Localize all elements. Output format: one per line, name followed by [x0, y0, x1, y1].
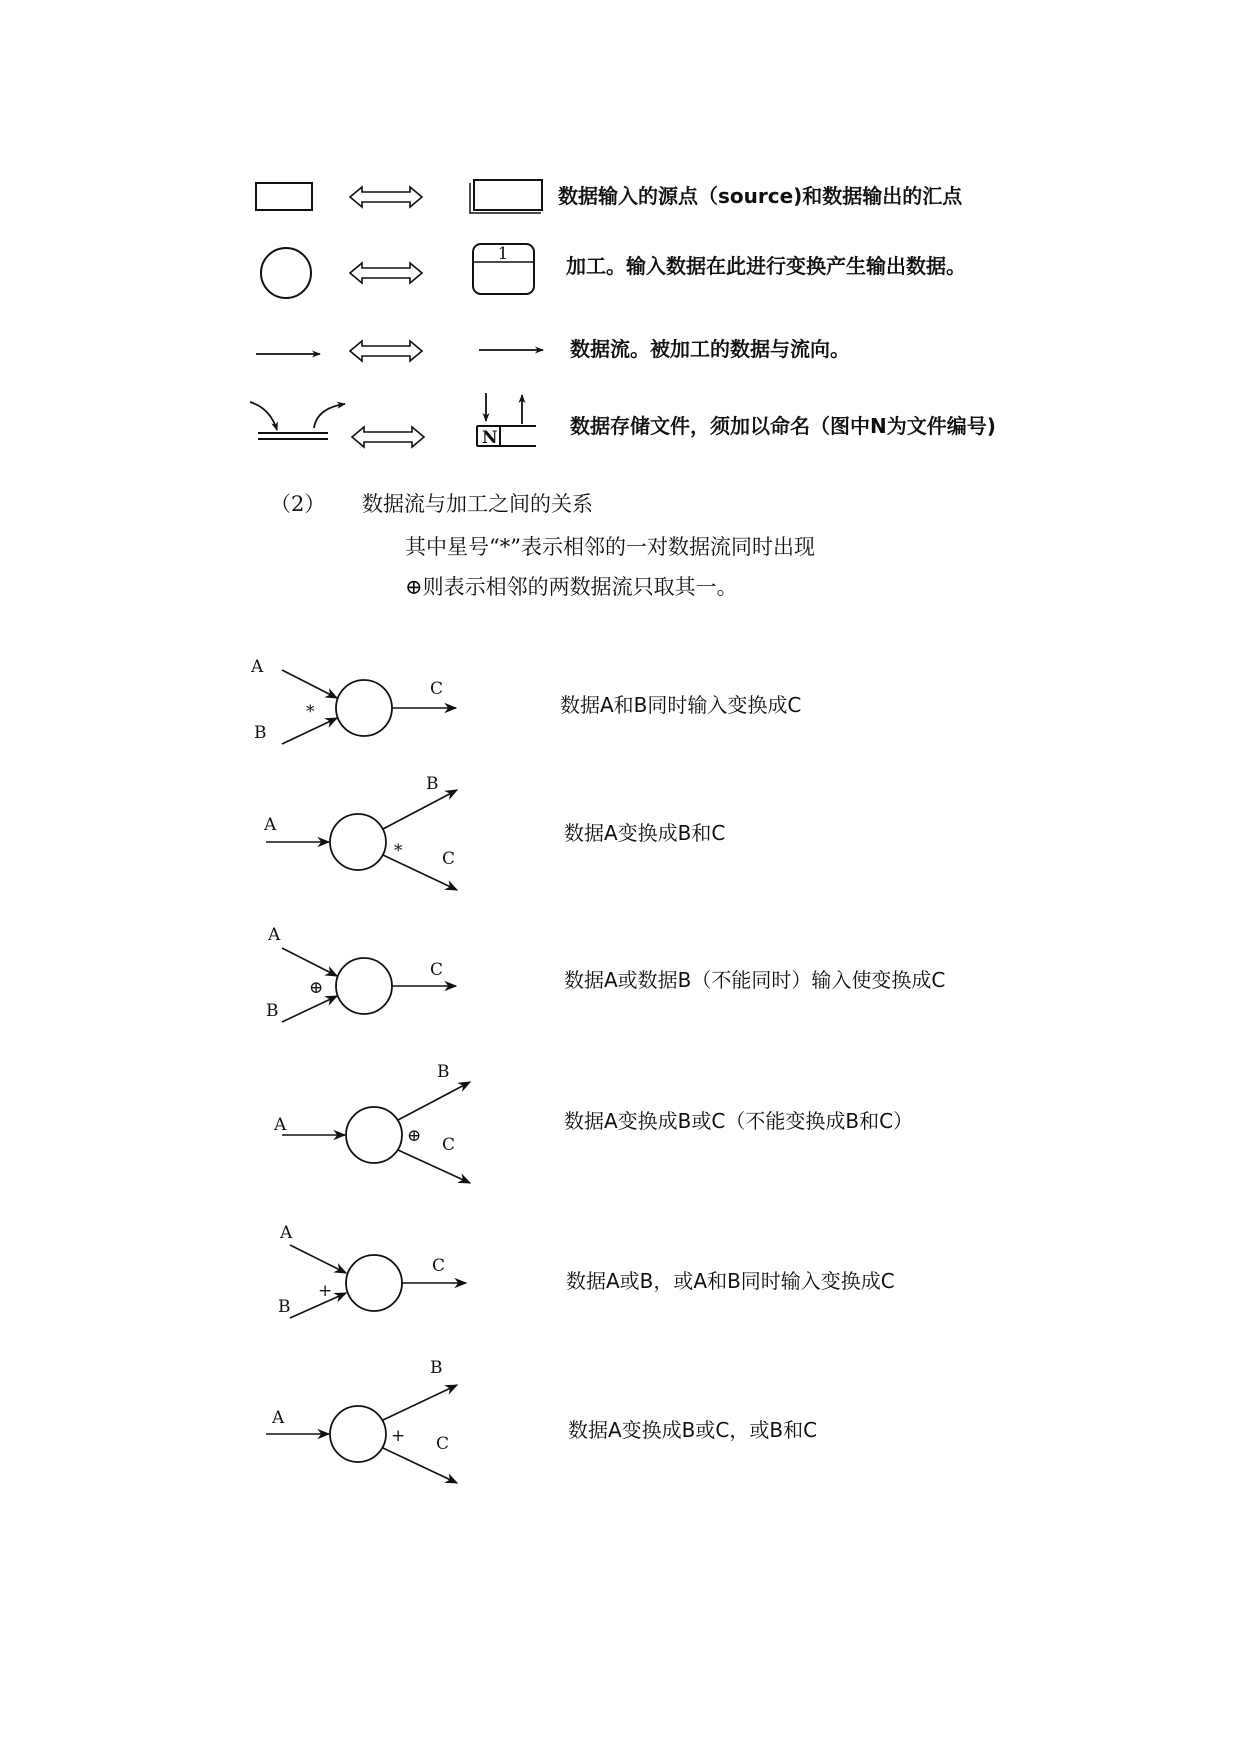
- flow-b-out: [383, 1385, 457, 1420]
- process-number: 1: [497, 244, 509, 264]
- section-line-1: 其中星号“*”表示相邻的一对数据流同时出现: [405, 535, 815, 559]
- legend-row-data-flow: [256, 337, 850, 361]
- flow-label-b: B: [254, 723, 267, 743]
- flow-b-in: [282, 996, 337, 1022]
- flow-b-out: [398, 1082, 470, 1120]
- legend-desc-process: 加工。输入数据在此进行变换产生输出数据。: [566, 254, 966, 278]
- legend-row-data-store: [250, 393, 996, 448]
- flow-label-c: C: [436, 1434, 450, 1454]
- section-number: （2）: [270, 492, 326, 516]
- relation-diagram-6: [266, 1358, 817, 1483]
- relation-description: 数据A变换成B和C: [564, 821, 726, 845]
- relation-symbol: ⊕: [407, 1126, 422, 1146]
- flow-label-c: C: [442, 849, 456, 869]
- process-rounded-box-symbol: [473, 244, 534, 294]
- equivalence-double-arrow: [352, 427, 424, 447]
- flow-b-out: [383, 790, 457, 829]
- relation-symbol: +: [318, 1281, 333, 1301]
- equivalence-double-arrow: [350, 263, 422, 283]
- relation-description: 数据A变换成B或C（不能变换成B和C）: [564, 1109, 914, 1133]
- flow-c-out: [398, 1150, 470, 1183]
- flow-label-a: A: [280, 1223, 293, 1243]
- flow-label-b: B: [426, 774, 439, 794]
- flow-label-b: B: [266, 1001, 279, 1021]
- source-sink-symbol-gane-sarson: [256, 183, 312, 210]
- flow-label-b: B: [278, 1297, 291, 1317]
- legend-desc-data-flow: 数据流。被加工的数据与流向。: [570, 337, 850, 361]
- flow-a-in: [282, 670, 337, 698]
- flow-label-b: B: [430, 1358, 443, 1378]
- flow-label-a: A: [272, 1408, 285, 1428]
- flow-label-c: C: [430, 679, 444, 699]
- relation-description: 数据A或B，或A和B同时输入变换成C: [566, 1269, 895, 1293]
- section-line-2: ⊕则表示相邻的两数据流只取其一。: [405, 575, 738, 599]
- flow-label-c: C: [430, 960, 444, 980]
- relation-symbol: *: [306, 702, 315, 722]
- equivalence-double-arrow: [350, 187, 422, 207]
- section-title: 数据流与加工之间的关系: [362, 492, 593, 516]
- process-circle-symbol: [261, 248, 311, 298]
- process-circle: [346, 1255, 402, 1311]
- relation-diagram-2: [263, 774, 725, 890]
- legend-desc-data-store: 数据存储文件，须加以命名（图中N为文件编号): [570, 414, 996, 438]
- relation-diagram-1: [250, 657, 801, 744]
- process-circle: [336, 680, 392, 736]
- relation-diagram-4: [273, 1062, 913, 1183]
- store-number-label: N: [482, 428, 498, 448]
- process-circle: [336, 958, 392, 1014]
- data-store-symbol-with-flows: [250, 402, 345, 439]
- source-sink-symbol-yourdon: [470, 180, 542, 213]
- legend-desc-source-sink: 数据输入的源点（source)和数据输出的汇点: [558, 184, 963, 208]
- flow-label-a: A: [274, 1115, 287, 1135]
- process-circle: [330, 814, 386, 870]
- relation-diagram-3: [266, 925, 945, 1022]
- relation-description: 数据A或数据B（不能同时）输入使变换成C: [564, 968, 946, 992]
- relation-diagram-5: [278, 1223, 895, 1318]
- flow-label-c: C: [432, 1256, 446, 1276]
- flow-a-in: [282, 948, 337, 976]
- process-circle: [346, 1107, 402, 1163]
- flow-label-a: A: [264, 815, 277, 835]
- relation-description: 数据A变换成B或C，或B和C: [568, 1418, 818, 1442]
- flow-label-b: B: [437, 1062, 450, 1082]
- flow-a-in: [290, 1245, 346, 1273]
- relation-symbol: +: [391, 1426, 406, 1446]
- flow-label-a: A: [268, 925, 281, 945]
- legend-row-source-sink: [256, 180, 963, 213]
- flow-label-a: A: [251, 657, 264, 677]
- process-circle: [330, 1406, 386, 1462]
- relation-symbol: ⊕: [309, 978, 324, 998]
- data-store-open-rect-symbol: [477, 393, 536, 448]
- relation-symbol: *: [394, 841, 403, 861]
- equivalence-double-arrow: [350, 341, 422, 361]
- legend-row-process: [261, 244, 966, 298]
- flow-label-c: C: [442, 1135, 456, 1155]
- relation-description: 数据A和B同时输入变换成C: [560, 693, 802, 717]
